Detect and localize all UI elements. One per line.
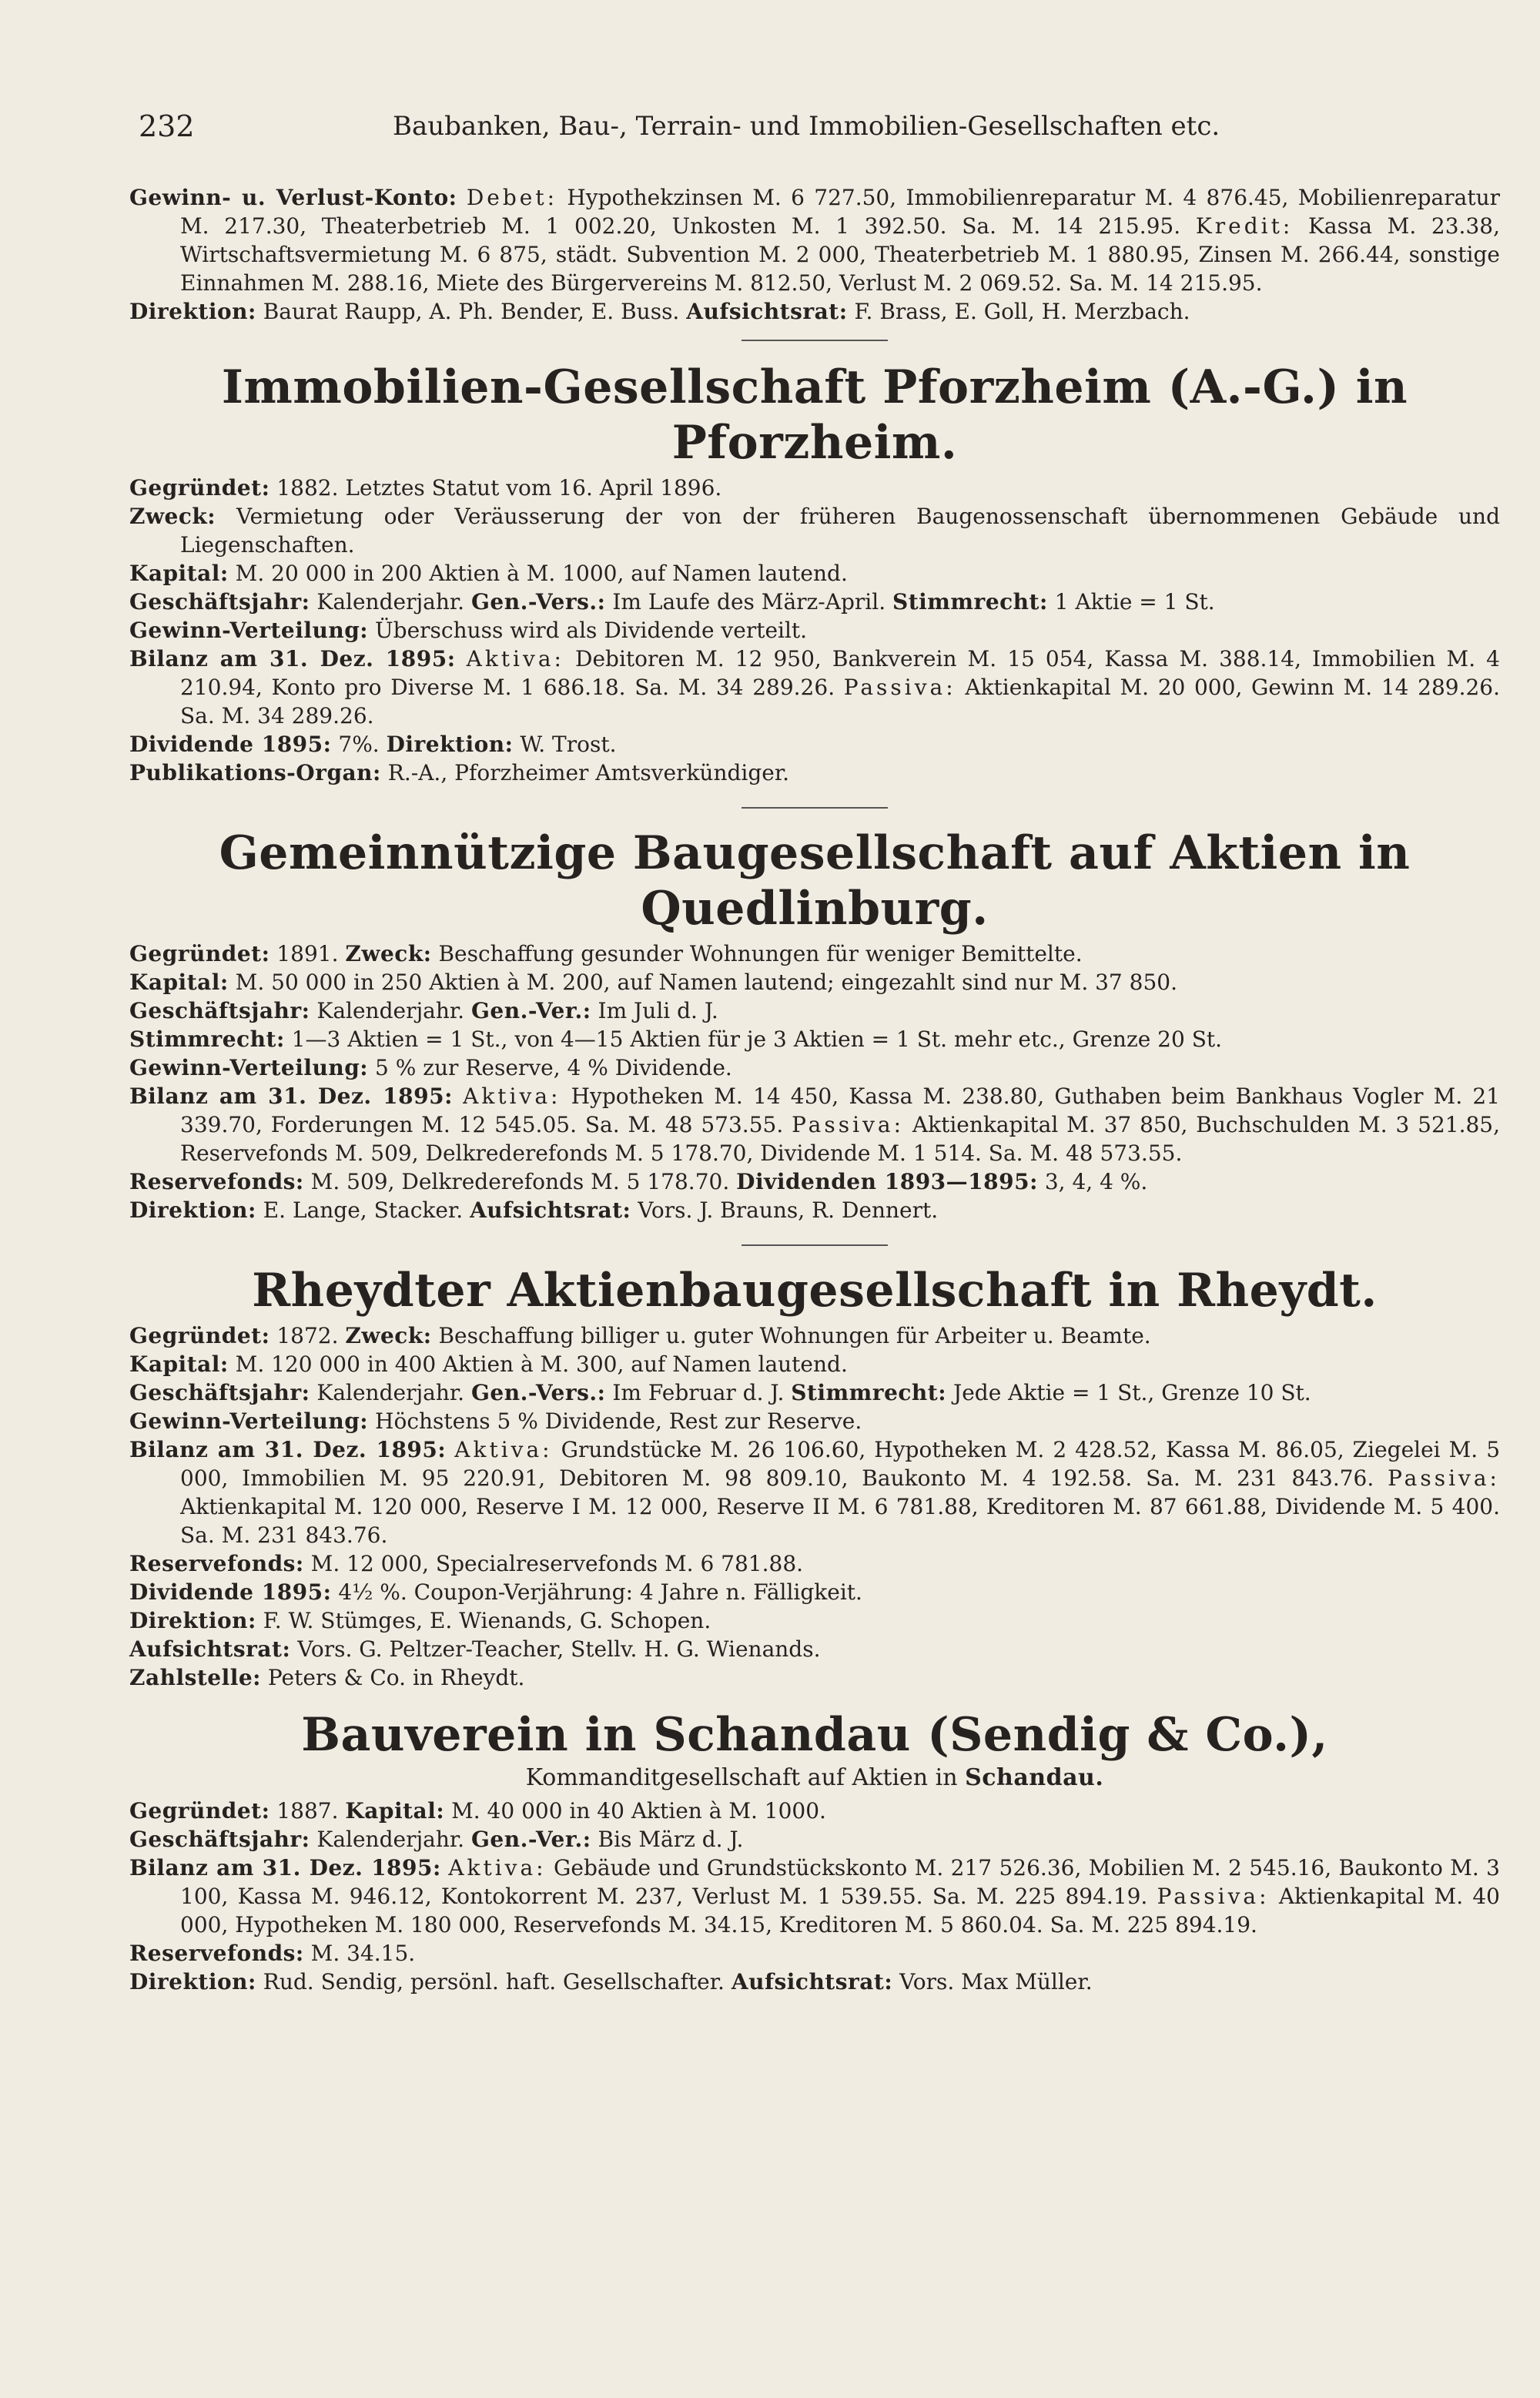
zweck-line: Zweck: Vermietung oder Veräusserung der von der früheren Baugenossenschaft übernommenen Gebäude und Liegenschaften. [129,504,1500,558]
bilanz-line: Bilanz am 31. Dez. 1895: Aktiva: Debitoren M. 12 950, Bankverein M. 15 054, Kassa M. 388.14, Immobilien M. 4 210.94, Konto pro Diverse M. 1 686.18. Sa. M. 34 289.26. Passiva: Aktienkapital M. 20 000, Gewinn M. 14 289.26. Sa. M. 34 289.26. [129,646,1500,728]
gewinn-verteilung-line: Gewinn-Verteilung: 5 % zur Reserve, 4 % Dividende. [129,1055,732,1080]
section-divider [742,807,888,809]
aufsichtsrat-line: Aufsichtsrat: Vors. G. Peltzer-Teacher, Stellv. H. G. Wienands. [129,1636,821,1662]
rheydt-title: Rheydter Aktienbaugesellschaft in Rheydt. [252,1264,1378,1318]
publikations-organ-line: Publikations-Organ: R.-A., Pforzheimer Amtsverkündiger. [129,760,790,785]
direktion-line: Direktion: Baurat Raupp, A. Ph. Bender, E. Buss. Aufsichtsrat: F. Brass, E. Goll, H. Merzbach. [129,299,1190,324]
page-header [139,109,1494,156]
prev-entry-section [129,183,1500,341]
quedlinburg-title: Gemeinnützige Baugesellschaft auf Aktien in Quedlinburg. [219,826,1411,936]
schandau-section [129,1707,1500,1996]
gewinn-verteilung-line: Gewinn-Verteilung: Überschuss wird als Dividende verteilt. [129,618,808,643]
pforzheim-section [129,360,1500,809]
zahlstelle-line: Zahlstelle: Peters & Co. in Rheydt. [129,1665,525,1690]
dividende-line: Dividende 1895: 7%. Direktion: W. Trost. [129,732,617,757]
reservefonds-line: Reservefonds: M. 34.15. [129,1941,416,1966]
page-number: 232 [139,109,195,143]
schandau-title: Bauverein in Schandau (Sendig & Co.), [301,1708,1328,1762]
kapital-line: Kapital: M. 20 000 in 200 Aktien à M. 1000, auf Namen lautend. [129,561,848,586]
geschaeftsjahr-line: Geschäftsjahr: Kalenderjahr. Gen.-Vers.: Im Laufe des März-April. Stimmrecht: 1 Aktie = 1 St. [129,589,1215,615]
direktion-line: Direktion: Rud. Sendig, persönl. haft. Gesellschafter. Aufsichtsrat: Vors. Max Müller. [129,1969,1093,1994]
direktion-line: Direktion: F. W. Stümges, E. Wienands, G. Schopen. [129,1608,711,1633]
running-head: Baubanken, Bau-, Terrain- und Immobilien-Gesellschaften etc. [393,111,1220,142]
bilanz-line: Bilanz am 31. Dez. 1895: Aktiva: Hypotheken M. 14 450, Kassa M. 238.80, Guthaben beim Bankhaus Vogler M. 21 339.70, Forderungen M. 12 545.05. Sa. M. 48 573.55. Passiva: Aktienkapital M. 37 850, Buchschulden M. 3 521.85, Reservefonds M. 509, Delkrederefonds M. 5 178.70, Dividende M. 1 514. Sa. M. 48 573.55. [129,1083,1501,1166]
reservefonds-line: Reservefonds: M. 12 000, Specialreservefonds M. 6 781.88. [129,1551,804,1576]
rheydt-section [129,1263,1500,1692]
direktion-line: Direktion: E. Lange, Stacker. Aufsichtsrat: Vors. J. Brauns, R. Dennert. [129,1197,939,1223]
geschaeftsjahr-line: Geschäftsjahr: Kalenderjahr. Gen.-Vers.: Im Februar d. J. Stimmrecht: Jede Aktie = 1 St., Grenze 10 St. [129,1380,1311,1405]
dividende-line: Dividende 1895: 4½ %. Coupon-Verjährung: 4 Jahre n. Fälligkeit. [129,1579,862,1605]
reservefonds-line: Reservefonds: M. 509, Delkrederefonds M. 5 178.70. Dividenden 1893—1895: 3, 4, 4 %. [129,1169,1148,1194]
gegruendet-line: Gegründet: 1882. Letztes Statut vom 16. April 1896. [129,475,722,501]
gewinn-verlust-konto: Gewinn- u. Verlust-Konto: Debet: Hypothekzinsen M. 6 727.50, Immobilienreparatur M. 4 876.45, Mobilienreparatur M. 217.30, Theaterbetrieb M. 1 002.20, Unkosten M. 1 392.50. Sa. M. 14 215.95. Kredit: Kassa M. 23.38, Wirtschaftsvermietung M. 6 875, städt. Subvention M. 2 000, Theaterbetrieb M. 1 880.95, Zinsen M. 266.44, sonstige Einnahmen M. 288.16, Miete des Bürgervereins M. 812.50, Verlust M. 2 069.52. Sa. M. 14 215.95. [129,185,1500,296]
stimmrecht-line: Stimmrecht: 1—3 Aktien = 1 St., von 4—15 Aktien für je 3 Aktien = 1 St. mehr etc., Grenze 20 St. [129,1027,1223,1052]
section-divider [742,340,888,341]
bilanz-line: Bilanz am 31. Dez. 1895: Aktiva: Grundstücke M. 26 106.60, Hypotheken M. 2 428.52, Kassa M. 86.05, Ziegelei M. 5 000, Immobilien M. 95 220.91, Debitoren M. 98 809.10, Baukonto M. 4 192.58. Sa. M. 231 843.76. Passiva: Aktienkapital M. 120 000, Reserve I M. 12 000, Reserve II M. 6 781.88, Kreditoren M. 87 661.88, Dividende M. 5 400. Sa. M. 231 843.76. [129,1437,1501,1548]
kapital-line: Kapital: M. 50 000 in 250 Aktien à M. 200, auf Namen lautend; eingezahlt sind nur M. 37 850. [129,970,1177,995]
pforzheim-title: Immobilien-Gesellschaft Pforzheim (A.-G.) in Pforzheim. [221,360,1408,470]
bilanz-line: Bilanz am 31. Dez. 1895: Aktiva: Gebäude und Grundstückskonto M. 217 526.36, Mobilien M. 2 545.16, Baukonto M. 3 100, Kassa M. 946.12, Kontokorrent M. 237, Verlust M. 1 539.55. Sa. M. 225 894.19. Passiva: Aktienkapital M. 40 000, Hypotheken M. 180 000, Reservefonds M. 34.15, Kreditoren M. 5 860.04. Sa. M. 225 894.19. [129,1855,1500,1937]
gewinn-verteilung-line: Gewinn-Verteilung: Höchstens 5 % Dividende, Rest zur Reserve. [129,1408,862,1434]
gegruendet-line: Gegründet: 1872. Zweck: Beschaffung billiger u. guter Wohnungen für Arbeiter u. Beamte. [129,1323,1151,1348]
section-divider [742,1244,888,1246]
geschaeftsjahr-line: Geschäftsjahr: Kalenderjahr. Gen.-Ver.: Bis März d. J. [129,1827,744,1852]
schandau-subtitle: Kommanditgesellschaft auf Aktien in Schandau. [525,1764,1104,1791]
quedlinburg-section [129,826,1500,1246]
geschaeftsjahr-line: Geschäftsjahr: Kalenderjahr. Gen.-Ver.: Im Juli d. J. [129,998,718,1023]
gegruendet-line: Gegründet: 1887. Kapital: M. 40 000 in 40 Aktien à M. 1000. [129,1798,826,1824]
kapital-line: Kapital: M. 120 000 in 400 Aktien à M. 300, auf Namen lautend. [129,1351,848,1377]
gegruendet-line: Gegründet: 1891. Zweck: Beschaffung gesunder Wohnungen für weniger Bemittelte. [129,941,1083,966]
page-content [129,183,1500,1996]
